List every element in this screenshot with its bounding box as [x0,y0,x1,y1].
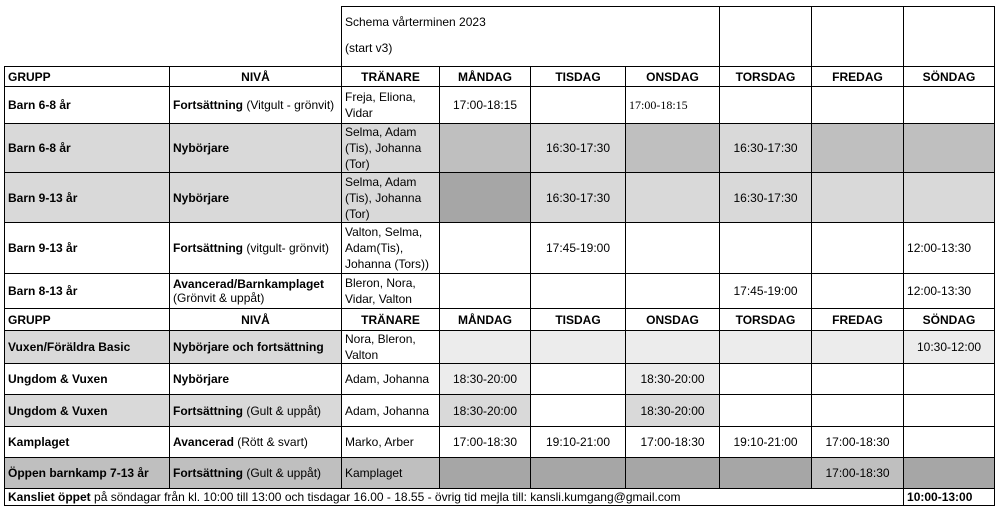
sunday-cell [904,458,995,489]
header-tuesday: TISDAG [531,67,626,87]
wednesday-cell [626,124,720,173]
table-row [5,274,995,309]
group-cell: Vuxen/Föräldra Basic [5,331,170,364]
friday-cell [812,274,904,309]
level-cell [170,395,342,427]
trainer-cell: Freja, Eliona, Vidar [342,87,440,124]
header-friday: FREDAG [812,309,904,331]
thursday-cell: 16:30-17:30 [720,124,812,173]
group-cell: Barn 9-13 år [5,223,170,274]
sunday-cell [904,427,995,458]
thursday-cell [720,223,812,274]
header-trainer: TRÄNARE [342,67,440,87]
footer-hours: 10:00-13:00 [904,489,995,506]
header-thursday: TORSDAG [720,309,812,331]
level-main: Nybörjare [173,372,230,386]
monday-cell [440,173,531,223]
thursday-cell [720,331,812,364]
trainer-cell: Marko, Arber [342,427,440,458]
title-cell-wed [626,7,720,67]
header-level: NIVÅ [170,309,342,331]
level-sub: (Grönvit & uppåt) [173,291,265,305]
group-cell: Barn 8-13 år [5,274,170,309]
wednesday-cell [626,458,720,489]
friday-cell: 17:00-18:30 [812,427,904,458]
sunday-cell [904,364,995,395]
friday-cell [812,364,904,395]
wednesday-cell: 18:30-20:00 [626,395,720,427]
footer-row [5,489,995,506]
header-monday: MÅNDAG [440,309,531,331]
trainer-cell: Adam, Johanna [342,395,440,427]
sunday-cell [904,395,995,427]
level-sub: (Gult & uppåt) [243,403,322,418]
friday-cell [812,223,904,274]
thursday-cell [720,364,812,395]
level-main: Fortsättning [173,98,243,112]
level-cell [170,173,342,223]
schedule-table [4,6,995,506]
monday-cell: 17:00-18:15 [440,87,531,124]
table-row [5,124,995,173]
friday-cell [812,124,904,173]
header-tuesday: TISDAG [531,309,626,331]
title-empty-cell [5,7,342,67]
title-cell-sun [904,7,995,67]
friday-cell [812,395,904,427]
header-group: GRUPP [5,309,170,331]
footer-note [5,489,904,506]
tuesday-cell [531,395,626,427]
table-row [5,364,995,395]
thursday-cell: 19:10-21:00 [720,427,812,458]
level-sub: (Rött & svart) [233,435,308,449]
monday-cell [440,331,531,364]
table-row [5,458,995,489]
thursday-cell [720,87,812,124]
title-cell-thu [720,7,812,67]
level-cell [170,458,342,489]
header-row-2 [5,309,995,331]
level-cell [170,364,342,395]
level-main: Fortsättning [173,403,243,418]
monday-cell: 17:00-18:30 [440,427,531,458]
friday-cell: 17:00-18:30 [812,458,904,489]
table-row [5,87,995,124]
header-thursday: TORSDAG [720,67,812,87]
monday-cell [440,124,531,173]
table-row [5,427,995,458]
thursday-cell [720,458,812,489]
table-row [5,395,995,427]
level-sub: (Gult & uppåt) [243,466,322,480]
header-row-1 [5,67,995,87]
level-main: Nybörjare [173,190,230,205]
sunday-cell [904,124,995,173]
header-trainer: TRÄNARE [342,309,440,331]
group-cell: Barn 6-8 år [5,124,170,173]
table-row [5,173,995,223]
wednesday-cell [626,173,720,223]
trainer-cell: Bleron, Nora, Vidar, Valton [342,274,440,309]
level-cell [170,223,342,274]
level-sub: (vitgult- grönvit) [243,241,330,255]
level-cell [170,427,342,458]
tuesday-cell [531,364,626,395]
level-sub: (Vitgult - grönvit) [243,98,335,112]
level-main: Avancerad/Barnkamplaget [173,277,324,291]
group-cell: Barn 6-8 år [5,87,170,124]
group-cell: Ungdom & Vuxen [5,395,170,427]
level-cell [170,274,342,309]
wednesday-cell [626,331,720,364]
tuesday-cell: 16:30-17:30 [531,173,626,223]
title-cell-fri [812,7,904,67]
footer-note-text: på söndagar från kl. 10:00 till 13:00 och tisdagar 16.00 - 18.55 - övrig tid mejla till: kansli.kumgang@gmail.com [90,490,681,504]
header-monday: MÅNDAG [440,67,531,87]
header-friday: FREDAG [812,67,904,87]
level-main: Avancerad [173,435,234,449]
header-level: NIVÅ [170,67,342,87]
friday-cell [812,87,904,124]
sunday-cell: 12:00-13:30 [904,223,995,274]
trainer-cell: Selma, Adam (Tis), Johanna (Tor) [342,173,440,223]
wednesday-cell [626,223,720,274]
tuesday-cell [531,458,626,489]
friday-cell [812,173,904,223]
tuesday-cell [531,87,626,124]
trainer-cell: Kamplaget [342,458,440,489]
group-cell: Öppen barnkamp 7-13 år [5,458,170,489]
wednesday-cell: 17:00-18:15 [626,87,720,124]
tuesday-cell: 19:10-21:00 [531,427,626,458]
thursday-cell: 17:45-19:00 [720,274,812,309]
thursday-cell: 16:30-17:30 [720,173,812,223]
level-cell [170,87,342,124]
tuesday-cell: 16:30-17:30 [531,124,626,173]
header-wednesday: ONSDAG [626,67,720,87]
monday-cell [440,458,531,489]
friday-cell [812,331,904,364]
wednesday-cell: 18:30-20:00 [626,364,720,395]
group-cell: Kamplaget [5,427,170,458]
title-line-2: (start v3) [345,41,393,55]
header-sunday: SÖNDAG [904,309,995,331]
trainer-cell: Adam, Johanna [342,364,440,395]
table-row [5,331,995,364]
wednesday-cell: 17:00-18:30 [626,427,720,458]
level-main: Fortsättning [173,466,243,480]
level-cell [170,331,342,364]
level-main: Nybörjare [173,141,230,155]
table-row [5,223,995,274]
level-main: Fortsättning [173,241,243,255]
trainer-cell: Valton, Selma, Adam(Tis), Johanna (Tors)) [342,223,440,274]
header-group: GRUPP [5,67,170,87]
monday-cell [440,223,531,274]
level-cell [170,124,342,173]
wednesday-cell [626,274,720,309]
header-sunday: SÖNDAG [904,67,995,87]
sunday-cell: 12:00-13:30 [904,274,995,309]
trainer-cell: Nora, Bleron, Valton [342,331,440,364]
monday-cell [440,274,531,309]
footer-note-bold: Kansliet öppet [8,490,91,504]
tuesday-cell [531,331,626,364]
tuesday-cell [531,274,626,309]
level-main: Nybörjare och fortsättning [173,340,324,354]
trainer-cell: Selma, Adam (Tis), Johanna (Tor) [342,124,440,173]
thursday-cell [720,395,812,427]
group-cell: Barn 9-13 år [5,173,170,223]
group-cell: Ungdom & Vuxen [5,364,170,395]
sunday-cell [904,87,995,124]
header-wednesday: ONSDAG [626,309,720,331]
sunday-cell [904,173,995,223]
title-line-1: Schema vårterminen 2023 [345,15,486,29]
tuesday-cell: 17:45-19:00 [531,223,626,274]
schedule-title [342,7,626,67]
sunday-cell: 10:30-12:00 [904,331,995,364]
monday-cell: 18:30-20:00 [440,395,531,427]
monday-cell: 18:30-20:00 [440,364,531,395]
